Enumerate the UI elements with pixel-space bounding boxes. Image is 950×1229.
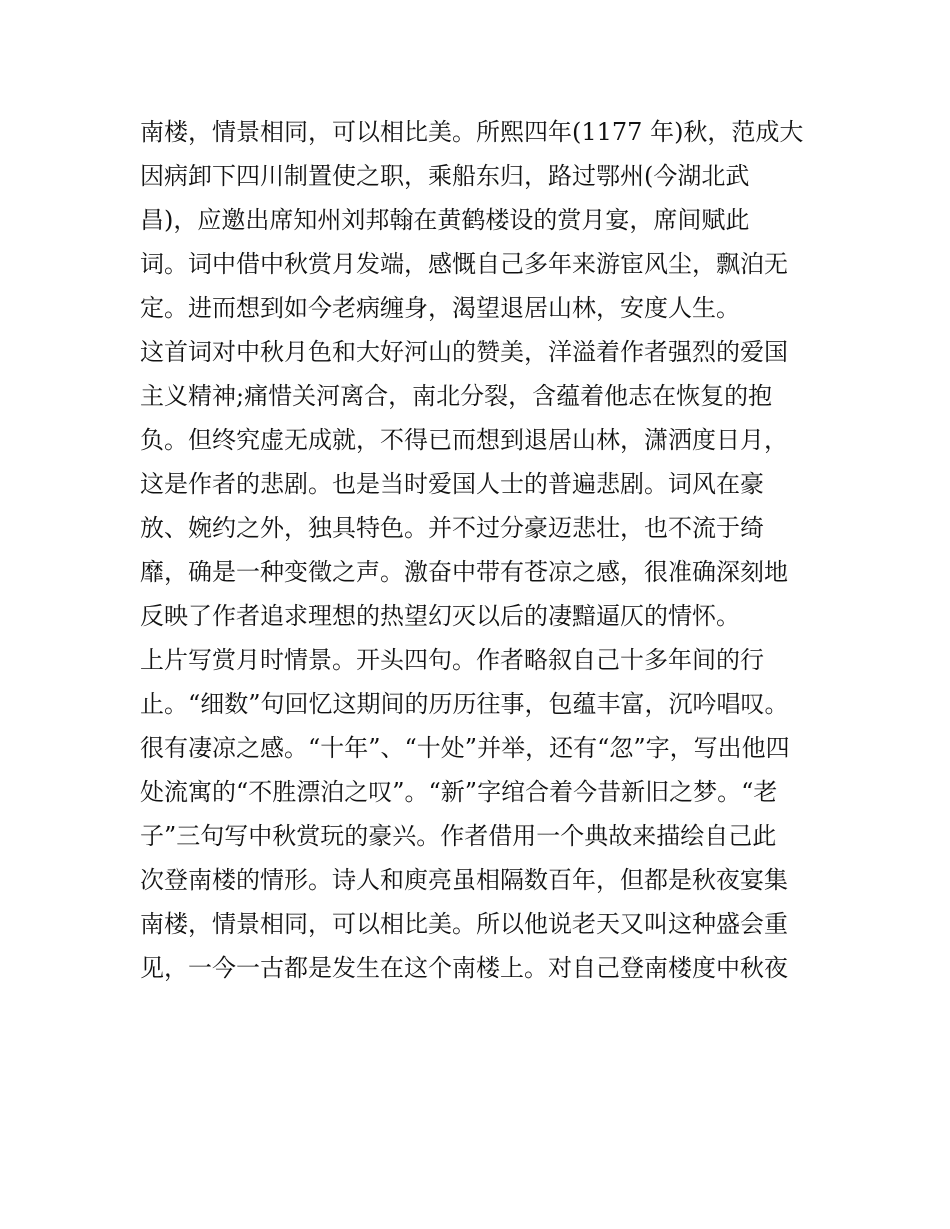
text-line: 词。词中借中秋赏月发端，感慨自己多年来游宦风尘，飘泊无 [140, 250, 788, 278]
text-line: 昌)，应邀出席知州刘邦翰在黄鹤楼设的赏月宴，席间赋此 [140, 206, 750, 234]
text-line: 这首词对中秋月色和大好河山的赞美，洋溢着作者强烈的爱国 [140, 338, 788, 366]
text-line: 靡，确是一种变徵之声。激奋中带有苍凉之感，很准确深刻地 [140, 558, 788, 586]
text-line: 处流寓的“不胜漂泊之叹”。“新”字绾合着今昔新旧之梦。“老 [140, 778, 778, 806]
text-line: 上片写赏月时情景。开头四句。作者略叙自己十多年间的行 [140, 646, 764, 674]
body-text [140, 110, 820, 990]
text-line: 止。“细数”句回忆这期间的历历往事，包蕴丰富，沉吟唱叹。 [140, 690, 789, 718]
text-line: 南楼，情景相同，可以相比美。所以他说老天又叫这种盛会重 [140, 910, 788, 938]
text-line: 这是作者的悲剧。也是当时爱国人士的普遍悲剧。词风在豪 [140, 470, 764, 498]
text-line: 见，一今一古都是发生在这个南楼上。对自己登南楼度中秋夜 [140, 954, 788, 982]
text-line: 定。进而想到如今老病缠身，渴望退居山林，安度人生。 [140, 294, 740, 322]
text-line: 放、婉约之外，独具特色。并不过分豪迈悲壮，也不流于绮 [140, 514, 764, 542]
text-line: 因病卸下四川制置使之职，乘船东归，路过鄂州(今湖北武 [140, 162, 750, 190]
text-line: 反映了作者追求理想的热望幻灭以后的凄黯逼仄的情怀。 [140, 602, 740, 630]
text-line: 很有凄凉之感。“十年”、“十处”并举，还有“忽”字，写出他四 [140, 734, 790, 762]
text-line: 子”三句写中秋赏玩的豪兴。作者借用一个典故来描绘自己此 [140, 822, 777, 850]
text-line: 负。但终究虚无成就，不得已而想到退居山林，潇洒度日月， [140, 426, 788, 454]
text-line: 主义精神;痛惜关河离合，南北分裂，含蕴着他志在恢复的抱 [140, 382, 773, 410]
text-line: 次登南楼的情形。诗人和庾亮虽相隔数百年，但都是秋夜宴集 [140, 866, 788, 894]
text-line: 南楼，情景相同，可以相比美。所熙四年(1177 年)秋，范成大 [140, 118, 804, 146]
